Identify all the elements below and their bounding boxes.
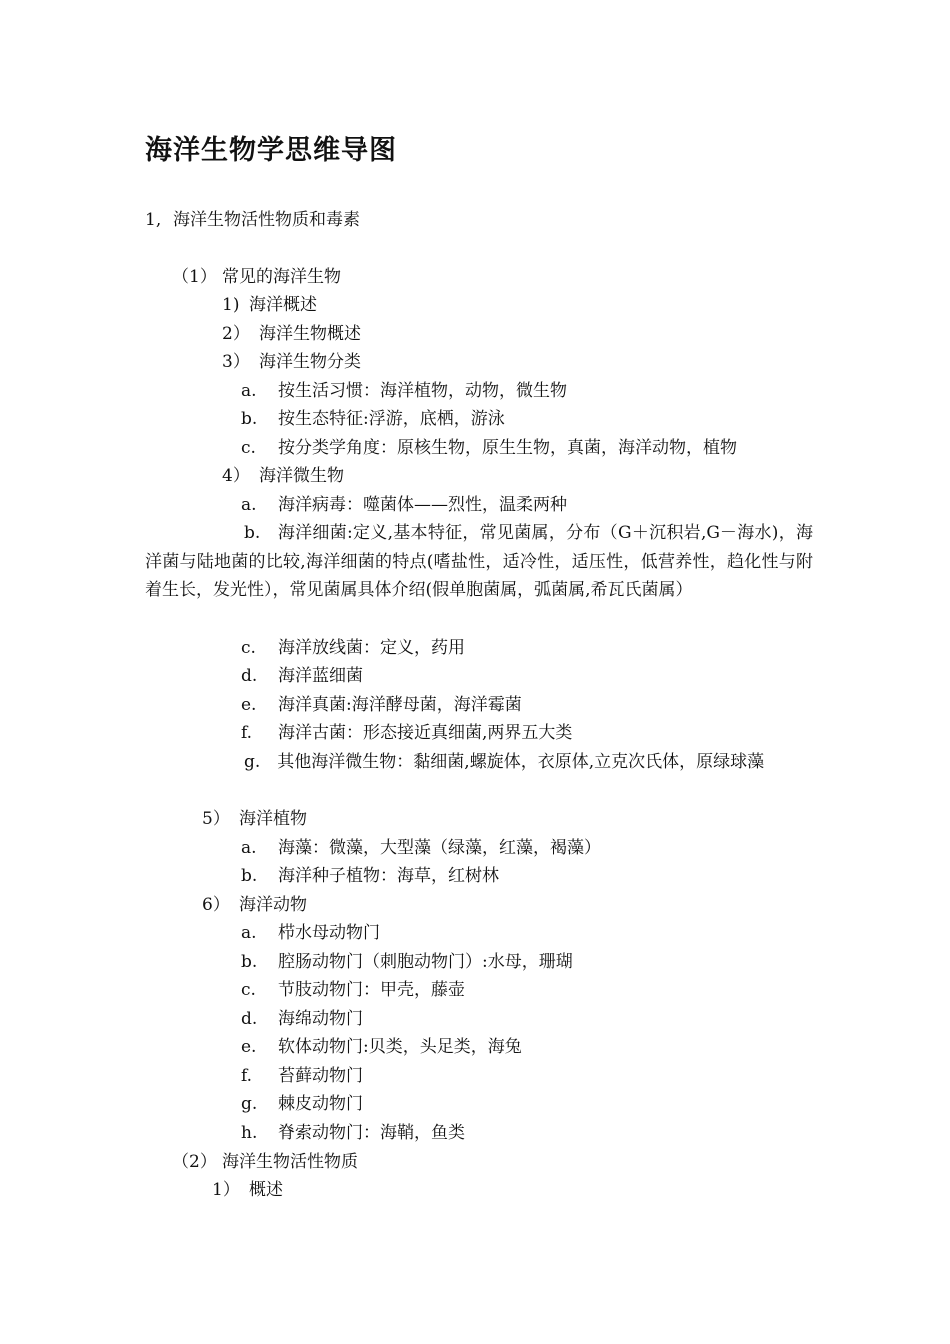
- list-item: c. 节肢动物门：甲壳，藤壶: [241, 980, 465, 1000]
- list-item: 4） 海洋微生物: [222, 466, 344, 486]
- subsection-heading: （1） 常见的海洋生物: [172, 267, 341, 287]
- list-item: a. 海藻：微藻，大型藻（绿藻，红藻，褐藻）: [241, 838, 601, 858]
- paragraph-item: g. 其他海洋微生物：黏细菌,螺旋体，衣原体,立克次氏体，原绿球藻: [244, 752, 765, 772]
- paragraph-item: b. 海洋细菌:定义,基本特征，常见菌属，分布（G＋沉积岩,G－海水)，海洋菌与陆地菌的比较,海洋细菌的特点(嗜盐性，适冷性，适压性，低营养性，趋化性与附着生长，发光性），常见菌属具体介绍(假单胞菌属，弧菌属,希瓦氏菌属）: [145, 523, 813, 601]
- list-item: a. 海洋病毒：噬菌体——烈性，温柔两种: [241, 495, 567, 515]
- list-item: d. 海绵动物门: [241, 1009, 363, 1029]
- page-title: 海洋生物学思维导图: [145, 135, 397, 166]
- list-item: f. 苔藓动物门: [241, 1066, 363, 1086]
- list-item: c. 按分类学角度：原核生物，原生生物，真菌，海洋动物，植物: [241, 438, 737, 458]
- list-item: f. 海洋古菌：形态接近真细菌,两界五大类: [241, 723, 573, 743]
- list-item: g. 棘皮动物门: [241, 1094, 363, 1114]
- subsection-heading: （2） 海洋生物活性物质: [172, 1152, 358, 1172]
- list-item: b. 腔肠动物门（刺胞动物门）:水母，珊瑚: [241, 952, 573, 972]
- list-item: 1） 概述: [212, 1180, 283, 1200]
- list-item: h. 脊索动物门：海鞘，鱼类: [241, 1123, 465, 1143]
- list-item: 6） 海洋动物: [202, 895, 307, 915]
- list-item: 2） 海洋生物概述: [222, 324, 361, 344]
- list-item: e. 海洋真菌:海洋酵母菌，海洋霉菌: [241, 695, 522, 715]
- list-item: 5） 海洋植物: [202, 809, 307, 829]
- list-item: e. 软体动物门:贝类，头足类，海兔: [241, 1037, 522, 1057]
- list-item: a. 按生活习惯：海洋植物，动物，微生物: [241, 381, 567, 401]
- list-item: d. 海洋蓝细菌: [241, 666, 363, 686]
- list-item: b. 按生态特征:浮游，底栖，游泳: [241, 409, 505, 429]
- list-item: 1) 海洋概述: [222, 295, 317, 315]
- list-item: a. 栉水母动物门: [241, 923, 380, 943]
- section-heading: [145, 206, 360, 234]
- list-item: c. 海洋放线菌：定义，药用: [241, 638, 465, 658]
- section-number: 1,: [145, 210, 162, 230]
- list-item: b. 海洋种子植物：海草，红树林: [241, 866, 499, 886]
- list-item: 3） 海洋生物分类: [222, 352, 361, 372]
- section-text: 海洋生物活性物质和毒素: [173, 210, 360, 230]
